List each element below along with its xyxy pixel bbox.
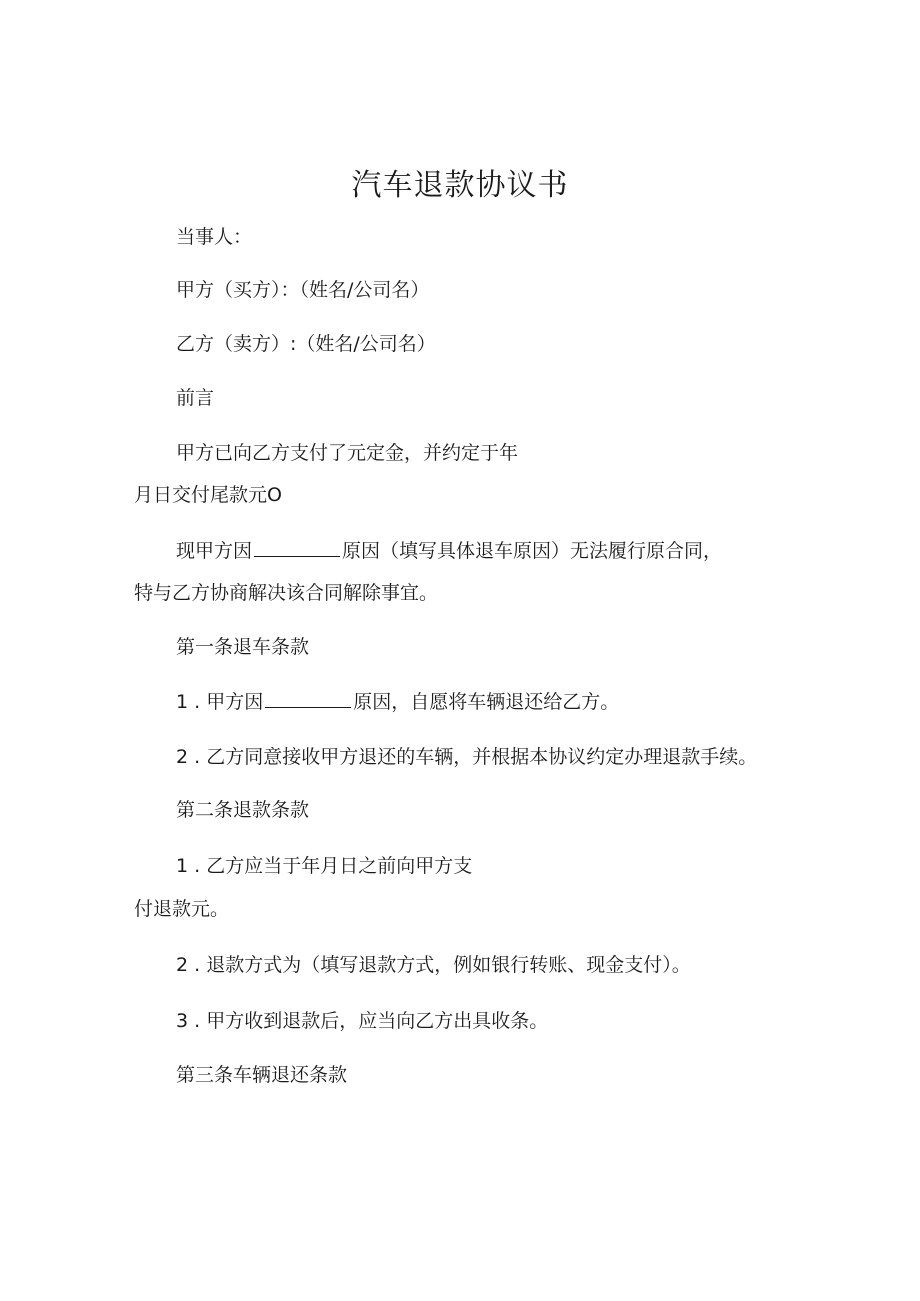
article-2-item-3: 3 . 甲方收到退款后，应当向乙方出具收条。 (176, 1010, 549, 1032)
article-2-item-1-line-1: 1 . 乙方应当于年月日之前向甲方支 (176, 855, 473, 877)
article-1-item-2: 2 . 乙方同意接收甲方退还的车辆，并根据本协议约定办理退款手续。 (176, 746, 758, 768)
reason-text-before-blank: 现甲方因 (176, 540, 253, 562)
reason-line-2: 特与乙方协商解决该合同解除事宜。 (134, 582, 439, 604)
article-2-heading: 第二条退款条款 (176, 799, 310, 821)
party-a-line: 甲方（买方）：（姓名/公司名） (176, 279, 430, 301)
preface-heading: 前言 (176, 387, 215, 409)
reason-blank (254, 538, 340, 557)
article-1-item-1-before-blank: 1 . 甲方因 (176, 691, 264, 713)
parties-label: 当事人： (176, 226, 253, 248)
article-1-item-1-blank (265, 689, 351, 708)
article-2-item-1-line-2: 付退款元。 (134, 898, 230, 920)
reason-text-after-blank: 原因（填写具体退车原因）无法履行原合同， (342, 540, 723, 562)
article-1-item-1-after-blank: 原因，自愿将车辆退还给乙方。 (353, 691, 620, 713)
article-1-item-1 (176, 689, 619, 715)
preface-line-1: 甲方已向乙方支付了元定金，并约定于年 (176, 442, 519, 464)
article-3-heading: 第三条车辆退还条款 (176, 1064, 348, 1086)
party-b-line: 乙方（卖方）:（姓名/公司名） (176, 333, 436, 355)
reason-line-1 (176, 538, 722, 564)
article-2-item-2: 2 . 退款方式为（填写退款方式，例如银行转账、现金支付）。 (176, 954, 691, 976)
document-title: 汽车退款协议书 (351, 168, 569, 203)
article-1-heading: 第一条退车条款 (176, 636, 310, 658)
preface-line-2: 月日交付尾款元O (134, 484, 282, 506)
